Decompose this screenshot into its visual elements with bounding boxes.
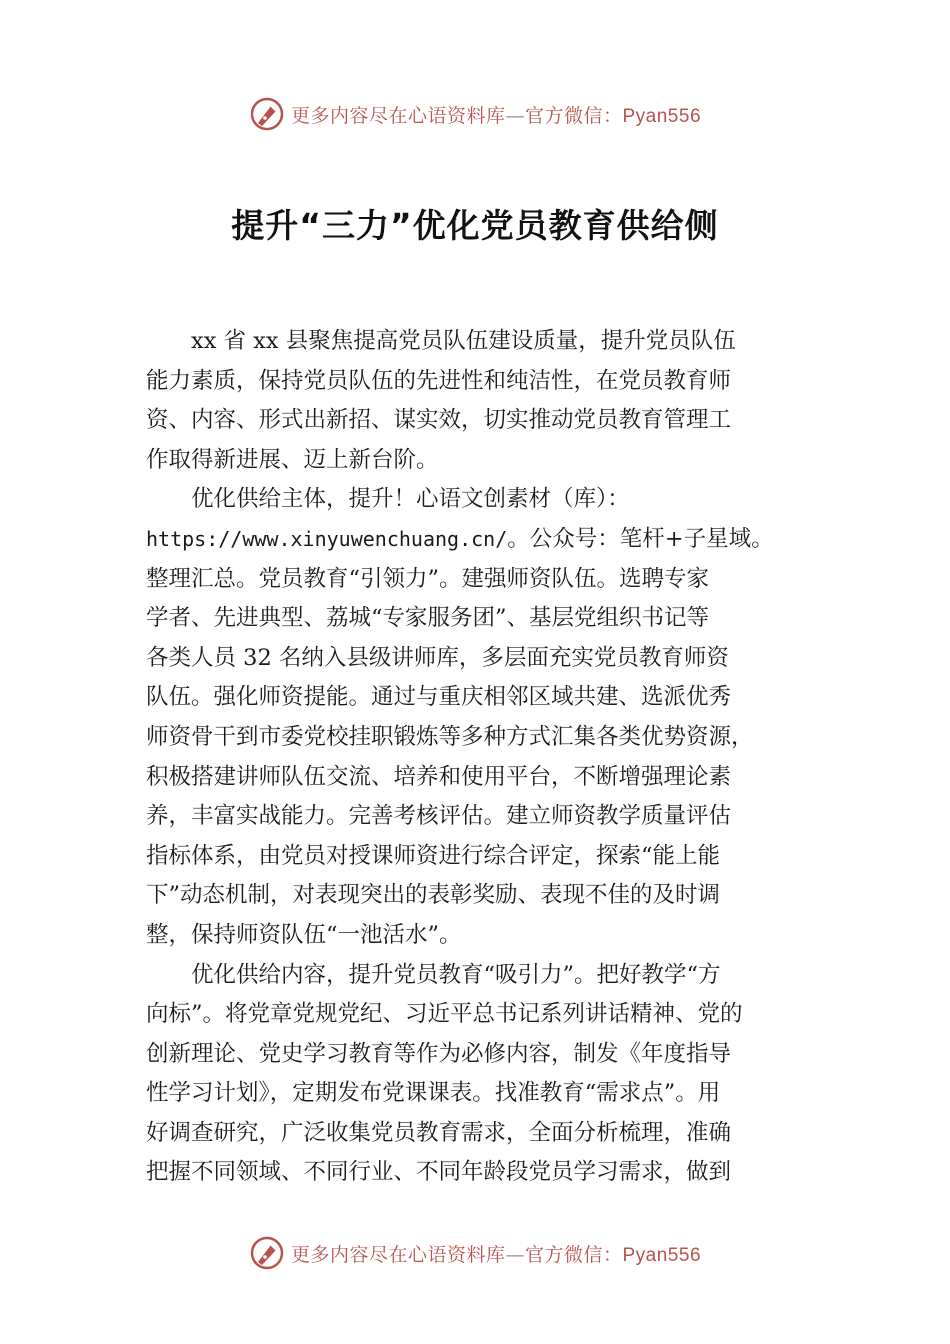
watermark-separator: —: [505, 104, 525, 127]
watermark-wechat-id: Pyan556: [622, 1244, 702, 1266]
text-line: 整理汇总。党员教育“引领力”。建强师资队伍。选聘专家: [146, 565, 710, 592]
watermark-wechat-id: Pyan556: [622, 105, 702, 127]
text-fragment: 。公众号：笔杆+子星域。: [507, 525, 774, 552]
text-line: 能力素质，保持党员队伍的先进性和纯洁性，在党员教育师: [146, 367, 732, 394]
text-line: 资、内容、形式出新招、谋实效，切实推动党员教育管理工: [146, 407, 732, 434]
watermark-label: 官方微信：: [524, 1243, 623, 1266]
text-line: 积极搭建讲师队伍交流、培养和使用平台，不断增强理论素: [146, 763, 732, 790]
text-line: 创新理论、党史学习教育等作为必修内容，制发《年度指导: [146, 1040, 732, 1067]
pen-nib-logo-icon: [249, 1235, 285, 1271]
text-line: 把握不同领域、不同行业、不同年龄段党员学习需求，做到: [146, 1159, 732, 1186]
footer-watermark-banner: [0, 1233, 950, 1273]
text-line: 学者、先进典型、荔城“专家服务团”、基层党组织书记等: [146, 605, 710, 632]
text-line: 师资骨干到市委党校挂职锻炼等多种方式汇集各类优势资源，: [146, 723, 754, 750]
text-line: 队伍。强化师资提能。通过与重庆相邻区域共建、选派优秀: [146, 684, 732, 711]
text-line: xx 省 xx 县聚焦提高党员队伍建设质量，提升党员队伍: [191, 328, 736, 354]
text-line: [146, 520, 816, 560]
text-line: 整，保持师资队伍“一池活水”。: [146, 921, 462, 948]
text-line: 优化供给主体，提升！心语文创素材（库）：: [191, 486, 630, 513]
watermark-text: [291, 101, 701, 128]
watermark-label: 官方微信：: [524, 104, 623, 127]
header-watermark-banner: [0, 94, 950, 134]
text-line: 性学习计划》，定期发布党课课表。找准教育“需求点”。用: [146, 1080, 721, 1107]
paragraph-1: [146, 322, 816, 480]
document-body: [146, 322, 816, 1193]
pen-nib-logo-icon: [249, 96, 285, 132]
text-line: 作取得新进展、迈上新台阶。: [146, 446, 439, 473]
paragraph-2: [146, 480, 816, 955]
text-line: 指标体系，由党员对授课师资进行综合评定，探索“能上能: [146, 842, 721, 869]
watermark-main-text: 更多内容尽在心语资料库: [290, 104, 506, 127]
text-line: 养，丰富实战能力。完善考核评估。建立师资教学质量评估: [146, 803, 732, 830]
text-line: 各类人员 32 名纳入县级讲师库，多层面充实党员教育师资: [146, 644, 729, 671]
text-line: 优化供给内容，提升党员教育“吸引力”。把好教学“方: [191, 961, 721, 988]
watermark-separator: —: [505, 1243, 525, 1266]
text-line: 下”动态机制，对表现突出的表彰奖励、表现不佳的及时调: [146, 882, 721, 909]
text-line: 好调查研究，广泛收集党员教育需求，全面分析梳理，准确: [146, 1119, 732, 1146]
watermark-main-text: 更多内容尽在心语资料库: [290, 1243, 506, 1266]
paragraph-3: [146, 956, 816, 1194]
text-line: 向标”。将党章党规党纪、习近平总书记系列讲话精神、党的: [146, 1001, 743, 1028]
url-text: https://www.xinyuwenchuang.cn/: [146, 526, 508, 551]
document-title: 提升“三力”优化党员教育供给侧: [231, 206, 719, 245]
watermark-text: [291, 1240, 701, 1267]
